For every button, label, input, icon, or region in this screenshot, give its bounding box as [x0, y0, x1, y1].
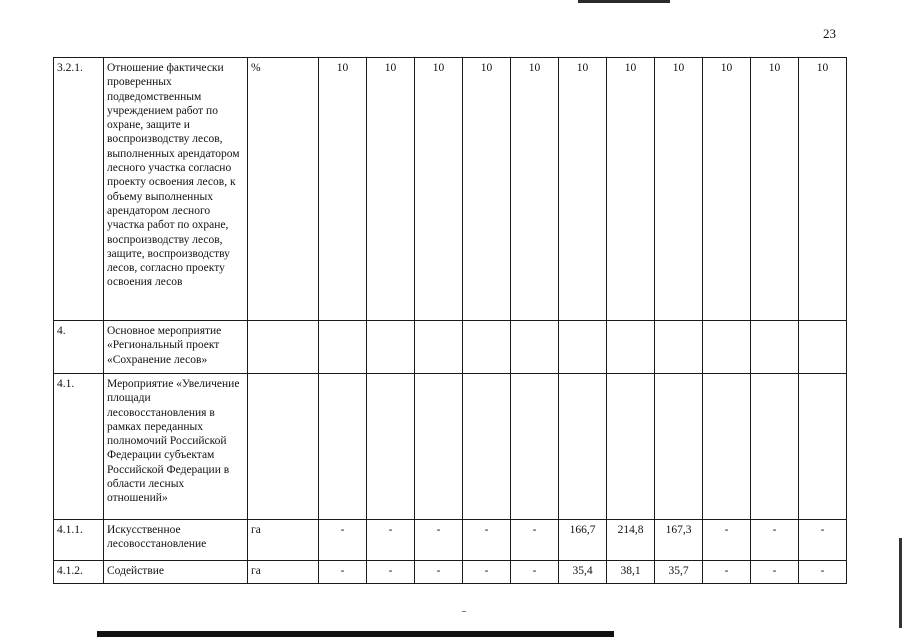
table-body: [54, 58, 847, 584]
row-value-cell: -: [367, 561, 415, 584]
row-value-cell: -: [319, 520, 367, 561]
row-value-cell: 10: [559, 58, 607, 321]
indicators-table: [53, 57, 847, 584]
row-value-cell: [703, 321, 751, 374]
row-value-cell: -: [751, 520, 799, 561]
row-code-cell: 4.1.: [54, 374, 104, 520]
row-code-cell: 4.1.2.: [54, 561, 104, 584]
row-value-cell: 10: [319, 58, 367, 321]
row-value-cell: 10: [703, 58, 751, 321]
row-code-cell: 4.1.1.: [54, 520, 104, 561]
row-value-cell: -: [751, 561, 799, 584]
row-value-cell: -: [367, 520, 415, 561]
row-value-cell: -: [319, 561, 367, 584]
row-name-cell: Мероприятие «Увеличение площади лесовосстановления в рамках переданных полномочий Российской Федерации субъектам Российской Федерации в области лесных отношений»: [104, 374, 248, 520]
row-value-cell: 10: [751, 58, 799, 321]
row-value-cell: [415, 321, 463, 374]
row-value-cell: [559, 321, 607, 374]
row-value-cell: [751, 374, 799, 520]
row-value-cell: 166,7: [559, 520, 607, 561]
row-value-cell: -: [799, 520, 847, 561]
row-value-cell: -: [415, 520, 463, 561]
row-value-cell: [463, 321, 511, 374]
right-edge-mark: [899, 538, 902, 628]
row-value-cell: 167,3: [655, 520, 703, 561]
row-name-cell: Основное мероприятие «Региональный проект «Сохранение лесов»: [104, 321, 248, 374]
row-value-cell: 10: [607, 58, 655, 321]
row-value-cell: [511, 321, 559, 374]
row-value-cell: 10: [799, 58, 847, 321]
row-value-cell: 10: [655, 58, 703, 321]
row-value-cell: [415, 374, 463, 520]
top-rule: [578, 0, 670, 3]
row-value-cell: 10: [415, 58, 463, 321]
row-value-cell: [607, 374, 655, 520]
row-code-cell: 4.: [54, 321, 104, 374]
row-value-cell: -: [703, 561, 751, 584]
row-value-cell: -: [463, 520, 511, 561]
row-value-cell: 35,4: [559, 561, 607, 584]
row-value-cell: -: [463, 561, 511, 584]
row-value-cell: [655, 374, 703, 520]
row-value-cell: -: [511, 561, 559, 584]
row-value-cell: [607, 321, 655, 374]
row-value-cell: [799, 374, 847, 520]
row-value-cell: -: [703, 520, 751, 561]
row-unit-cell: [248, 374, 319, 520]
row-value-cell: -: [511, 520, 559, 561]
row-value-cell: 10: [367, 58, 415, 321]
row-value-cell: [319, 374, 367, 520]
row-unit-cell: га: [248, 561, 319, 584]
row-code-cell: 3.2.1.: [54, 58, 104, 321]
row-unit-cell: [248, 321, 319, 374]
row-value-cell: 38,1: [607, 561, 655, 584]
row-name-cell: Искусственное лесовосстановление: [104, 520, 248, 561]
row-value-cell: [655, 321, 703, 374]
row-value-cell: 10: [511, 58, 559, 321]
row-value-cell: [751, 321, 799, 374]
row-value-cell: -: [415, 561, 463, 584]
table-row: [54, 561, 847, 584]
page-number: 23: [823, 26, 836, 41]
row-value-cell: [799, 321, 847, 374]
row-value-cell: 10: [463, 58, 511, 321]
row-value-cell: [703, 374, 751, 520]
table-row: [54, 321, 847, 374]
row-value-cell: [511, 374, 559, 520]
row-value-cell: 35,7: [655, 561, 703, 584]
row-value-cell: 214,8: [607, 520, 655, 561]
row-value-cell: [367, 374, 415, 520]
bottom-bar: [97, 631, 614, 637]
row-value-cell: -: [799, 561, 847, 584]
scan-speck: [462, 611, 466, 612]
row-value-cell: [319, 321, 367, 374]
row-name-cell: Отношение фактически проверенных подведомственным учреждением работ по охране, защите и воспроизводству лесов, выполненных арендатором лесного участка согласно проекту освоения лесов, к объему выполненных арендатором лесного участка работ по охране, воспроизводству лесов, защите, воспроизводству лесов, согласно проекту освоения лесов: [104, 58, 248, 321]
table-row: [54, 374, 847, 520]
row-unit-cell: %: [248, 58, 319, 321]
table-row: [54, 58, 847, 321]
row-value-cell: [463, 374, 511, 520]
row-name-cell: Содействие: [104, 561, 248, 584]
row-unit-cell: га: [248, 520, 319, 561]
row-value-cell: [559, 374, 607, 520]
table-row: [54, 520, 847, 561]
row-value-cell: [367, 321, 415, 374]
